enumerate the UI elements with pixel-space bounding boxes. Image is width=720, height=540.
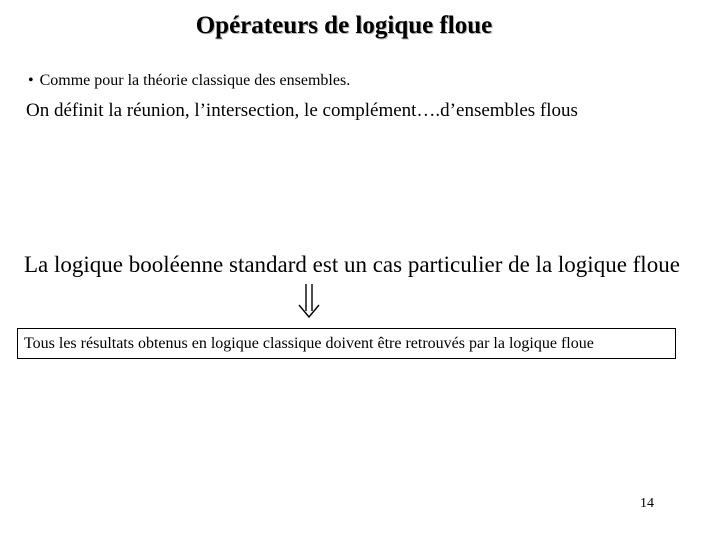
bullet-marker: • xyxy=(28,72,34,89)
bullet-item xyxy=(28,72,350,90)
definition-text: On définit la réunion, l’intersection, le complément….d’ensembles flous xyxy=(26,100,578,121)
result-box: Tous les résultats obtenus en logique classique doivent être retrouvés par la logique floue xyxy=(17,328,676,359)
statement-text: La logique booléenne standard est un cas particulier de la logique floue xyxy=(24,252,680,277)
slide-title: Opérateurs de logique floue xyxy=(195,12,493,39)
double-down-arrow-icon xyxy=(297,283,321,319)
page-number: 14 xyxy=(640,496,654,511)
bullet-text: Comme pour la théorie classique des ensembles. xyxy=(39,72,351,89)
